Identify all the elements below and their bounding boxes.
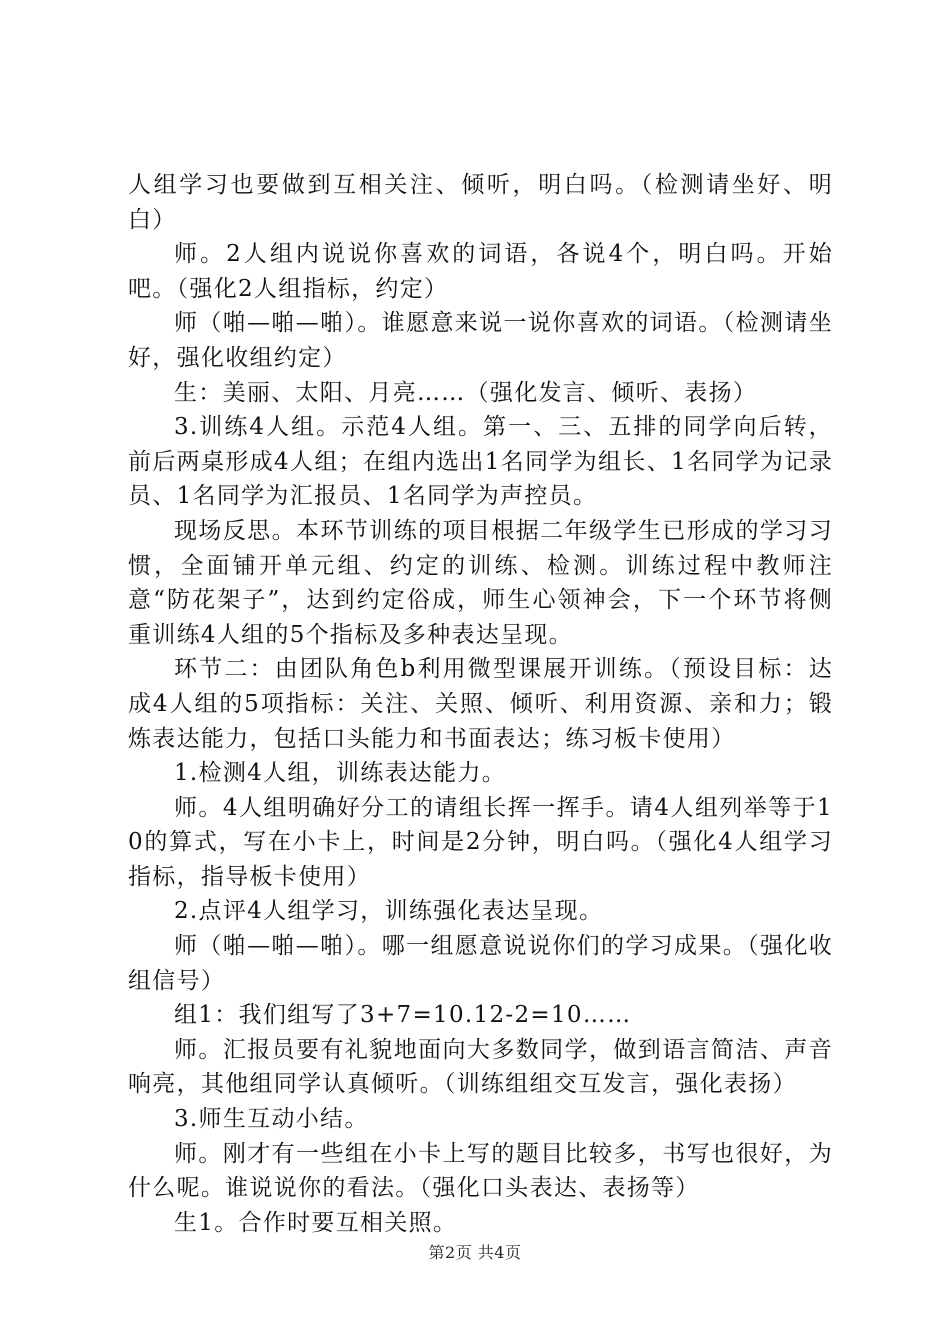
paragraph-12: 组1：我们组写了3+7=10.12-2=10…… bbox=[174, 1002, 632, 1029]
paragraph-1: 人组学习也要做到互相关注、倾听，明白吗。（检测请坐好、明白） bbox=[128, 172, 833, 233]
paragraph-5: 3.训练4人组。示范4人组。第一、三、五排的同学向后转，前后两桌形成4人组；在组内选出1名同学为组长、1名同学为记录员、1名同学为汇报员、1名同学为声控员。 bbox=[128, 414, 833, 510]
paragraph-14: 3.师生互动小结。 bbox=[174, 1106, 369, 1133]
paragraph-15: 师。刚才有一些组在小卡上写的题目比较多，书写也很好，为什么呢。谁说说你的看法。（强化口头表达、表扬等） bbox=[128, 1140, 833, 1202]
paragraph-2: 师。2人组内说说你喜欢的词语，各说4个，明白吗。开始吧。（强化2人组指标，约定） bbox=[128, 241, 833, 302]
paragraph-7: 环节二：由团队角色b利用微型课展开训练。（预设目标：达成4人组的5项指标：关注、关照、倾听、利用资源、亲和力；锻炼表达能力，包括口头能力和书面表达；练习板卡使用） bbox=[128, 656, 833, 752]
paragraph-16: 生1。合作时要互相关照。 bbox=[174, 1209, 458, 1236]
paragraph-3: 师（啪—啪—啪）。谁愿意来说一说你喜欢的词语。（检测请坐好，强化收组约定） bbox=[128, 310, 833, 371]
paragraph-6: 现场反思。本环节训练的项目根据二年级学生已形成的学习习惯，全面铺开单元组、约定的训练、检测。训练过程中教师注意“防花架子”，达到约定俗成，师生心领神会，下一个环节将侧重训练4人组的5个指标及多种表达呈现。 bbox=[128, 517, 833, 648]
page-footer: 第2页 共4页 bbox=[428, 1243, 522, 1262]
paragraph-13: 师。汇报员要有礼貌地面向大多数同学，做到语言简洁、声音响亮，其他组同学认真倾听。（训练组组交互发言，强化表扬） bbox=[128, 1036, 833, 1098]
paragraph-4: 生：美丽、太阳、月亮……（强化发言、倾听、表扬） bbox=[174, 379, 758, 406]
paragraph-11: 师（啪—啪—啪）。哪一组愿意说说你们的学习成果。（强化收组信号） bbox=[128, 933, 833, 994]
paragraph-8: 1.检测4人组，训练表达能力。 bbox=[174, 760, 507, 787]
paragraph-9: 师。4人组明确好分工的请组长挥一挥手。请4人组列举等于10的算式，写在小卡上，时间是2分钟，明白吗。（强化4人组学习指标，指导板卡使用） bbox=[128, 794, 833, 890]
document-body bbox=[128, 168, 833, 1240]
paragraph-10: 2.点评4人组学习，训练强化表达呈现。 bbox=[174, 898, 604, 925]
